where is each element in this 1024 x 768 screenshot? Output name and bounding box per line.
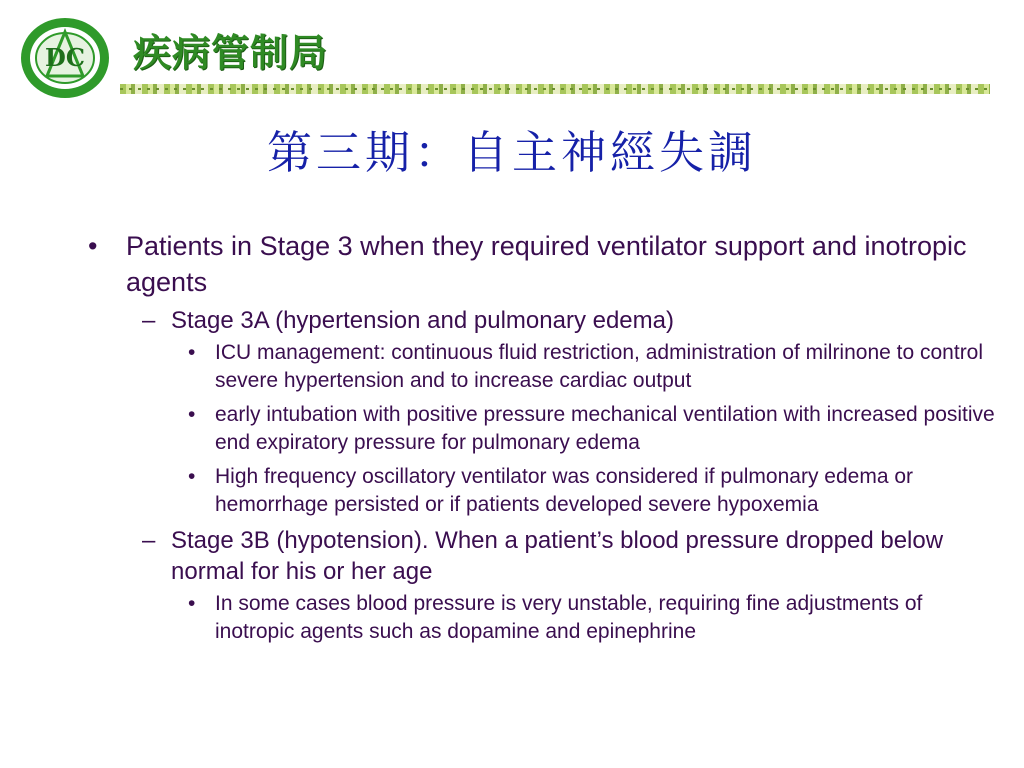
slide-body bbox=[84, 228, 1004, 652]
dash-marker-icon: – bbox=[142, 307, 156, 334]
bullet-dot-icon: • bbox=[188, 465, 196, 488]
bullet-level-2 bbox=[84, 525, 1004, 587]
dash-marker-icon: – bbox=[142, 527, 156, 554]
detail-text: ICU management: continuous fluid restriction, administration of milrinone to control severe hypertension and to increase cardiac output bbox=[215, 341, 984, 392]
sub-bullet-text: Stage 3A (hypertension and pulmonary edema) bbox=[171, 307, 674, 334]
bullet-dot-icon: • bbox=[88, 231, 98, 261]
bullet-level-2 bbox=[84, 305, 1004, 336]
bullet-level-3 bbox=[84, 339, 1004, 395]
bullet-text: Patients in Stage 3 when they required ventilator support and inotropic agents bbox=[126, 231, 967, 297]
organization-name: 疾病管制局 bbox=[133, 30, 329, 75]
slide-title: 第三期：自主神經失調 bbox=[266, 126, 757, 179]
bullet-level-3 bbox=[84, 463, 1004, 519]
detail-text: In some cases blood pressure is very unstable, requiring fine adjustments of inotropic agents such as dopamine and epinephrine bbox=[215, 592, 923, 643]
detail-text: early intubation with positive pressure mechanical ventilation with increased positive end expiratory pressure for pulmonary edema bbox=[215, 403, 995, 454]
bullet-dot-icon: • bbox=[188, 403, 196, 426]
cdc-logo-icon bbox=[17, 14, 117, 102]
bullet-level-1 bbox=[84, 228, 1004, 300]
logo-monogram: DC bbox=[45, 43, 85, 72]
bullet-dot-icon: • bbox=[188, 341, 196, 364]
detail-text: High frequency oscillatory ventilator was considered if pulmonary edema or hemorrhage persisted or if patients developed severe hypoxemia bbox=[215, 465, 914, 516]
bullet-dot-icon: • bbox=[188, 592, 196, 615]
sub-bullet-text: Stage 3B (hypotension). When a patient’s blood pressure dropped below normal for his or her age bbox=[171, 527, 944, 585]
bullet-level-3 bbox=[84, 590, 1004, 646]
header-banner-divider bbox=[120, 84, 990, 94]
bullet-level-3 bbox=[84, 401, 1004, 457]
